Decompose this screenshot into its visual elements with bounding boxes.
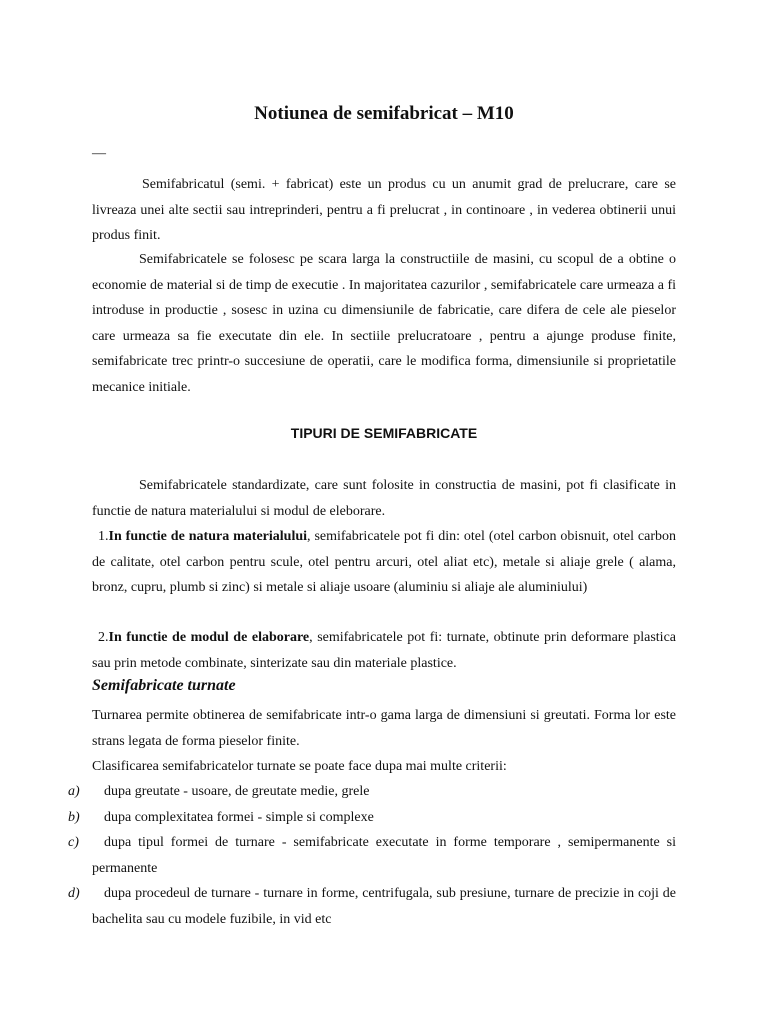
item-number: 1. — [98, 529, 109, 544]
criteria-list — [68, 779, 676, 932]
usage-paragraph: Semifabricatele se folosesc pe scara larga la constructiile de masini, cu scopul de a obtine o economie de material si de timp de executie . In majoritatea cazurilor , semifabricatele care urmeaza a fi introduse in productie , sosesc in uzina cu dimensiunile de fabricatie, care difera de cele ale pieselor care urmeaza sa fie executate din ele. In sectiile prelucratoare , pentru a ajunge produse finite, semifabricate trec printr-o succesiune de operatii, care le modifica forma, dimensiunile si proprietatile mecanice initiale. — [92, 252, 676, 395]
list-letter: c) — [68, 835, 79, 850]
classification-intro: Clasificarea semifabricatelor turnate se poate face dupa mai multe criterii: — [92, 759, 507, 774]
item-text: , semifabricatele pot fi: turnate, obtinute prin deformare plastica sau prin metode combinate, sinterizate sau din materiale plastice. — [92, 630, 676, 671]
list-item — [68, 881, 676, 932]
list-item-text: dupa tipul formei de turnare - semifabricate executate in forme temporare , semipermanente si permanente — [92, 835, 676, 876]
types-paragraph: Semifabricatele standardizate, care sunt folosite in constructia de masini, pot fi clasificate in functie de natura materialului si modul de eleborare. — [92, 478, 676, 519]
list-letter: d) — [68, 886, 80, 901]
item-bold-lead: In functie de modul de elaborare — [108, 630, 310, 645]
list-item-text: dupa complexitatea formei - simple si complexe — [104, 809, 374, 825]
list-item — [68, 779, 676, 805]
item-text: , semifabricatele pot fi din: otel (otel carbon obisnuit, otel carbon de calitate, otel carbon pentru scule, otel pentru arcuri, otel aliat etc), metale si aliaje grele ( alama, bronz, cupru, plumb si zinc) si metale si aliaje usoare (aluminiu si aliaje ale aluminiului) — [92, 529, 676, 595]
list-letter: a) — [68, 784, 80, 799]
page-title: Notiunea de semifabricat – M10 — [254, 103, 514, 124]
subheading: Semifabricate turnate — [92, 677, 236, 694]
numbered-item-1 — [92, 524, 676, 601]
list-item — [68, 830, 676, 881]
list-item — [68, 805, 676, 831]
casting-paragraph: Turnarea permite obtinerea de semifabricate intr-o gama larga de dimensiuni si greutati. Forma lor este strans legata de forma pieselor finite. — [92, 708, 676, 749]
dash-mark: — — [92, 146, 106, 161]
item-number: 2. — [98, 630, 109, 645]
list-letter: b) — [68, 809, 80, 825]
list-item-text: dupa procedeul de turnare - turnare in forme, centrifugala, sub presiune, turnare de precizie in coji de bachelita sau cu modele fuzibile, in vid etc — [92, 886, 676, 927]
item-bold-lead: In functie de natura materialului — [108, 529, 308, 544]
list-item-text: dupa greutate - usoare, de greutate medie, grele — [104, 784, 370, 799]
intro-paragraph: Semifabricatul (semi. + fabricat) este un produs cu un anumit grad de prelucrare, care se livreaza unei alte sectii sau intreprinderi, pentru a fi prelucrat , in continoare , in vederea obtinerii unui produs finit. — [92, 177, 676, 243]
numbered-item-2 — [92, 625, 676, 676]
section-heading: TIPURI DE SEMIFABRICATE — [290, 425, 478, 441]
